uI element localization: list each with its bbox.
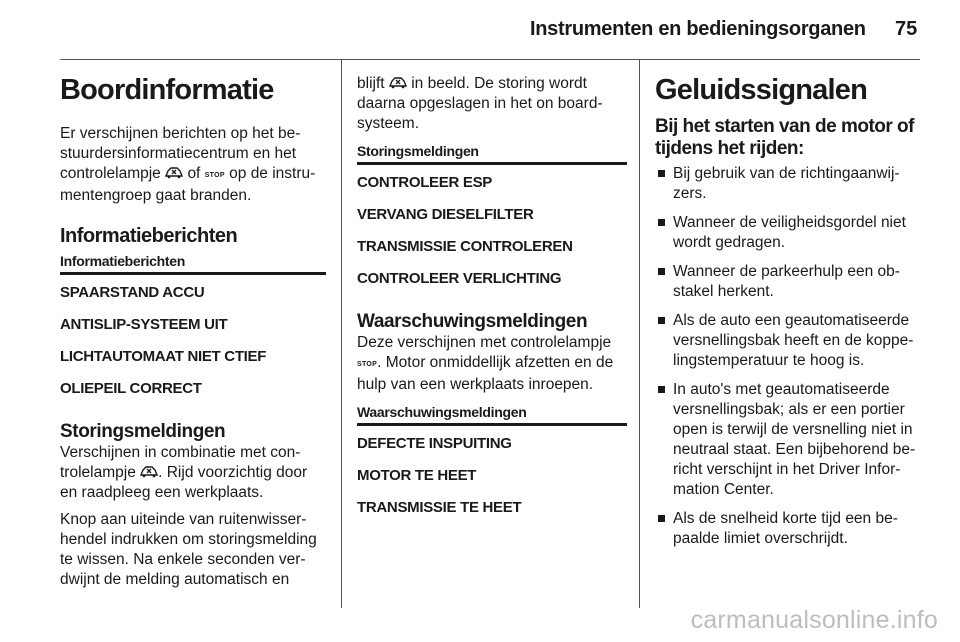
footer-watermark: carmanualsonline.info — [690, 606, 938, 634]
column-divider-2 — [639, 60, 640, 608]
header-divider — [60, 59, 920, 60]
column-3 — [655, 74, 923, 558]
fault-table-rule — [357, 162, 627, 165]
fault-message-list — [357, 174, 627, 288]
fault-heading: Storingsmeldingen — [60, 421, 226, 442]
fault-table-caption: Storingsmeldingen — [357, 143, 479, 159]
list-item: TRANSMISSIE TE HEET — [357, 499, 522, 516]
list-item: Als de snelheid korte tijd een be-paalde limiet overschrijdt. — [655, 509, 923, 549]
section-title: Boordinformatie — [60, 74, 274, 106]
list-item: Bij gebruik van de richtingaanwij-zers. — [655, 164, 923, 204]
list-item: MOTOR TE HEET — [357, 467, 477, 484]
sound-signals-list — [655, 164, 923, 549]
list-item: DEFECTE INSPUITING — [357, 435, 512, 452]
list-item: SPAARSTAND ACCU — [60, 284, 205, 301]
header-title: Instrumenten en bedieningsorganen — [530, 18, 866, 40]
warning-table — [357, 403, 627, 517]
intro-paragraph: Er verschijnen berichten op het be-stuurdersinformatiecentrum en het controlelampje of STOP op de instru-mentengroep gaat branden. — [60, 125, 316, 204]
fault-paragraph-1: Verschijnen in combinatie met con-trolelampje . Rijd voorzichtig door en raadpleeg een werkplaats. — [60, 444, 308, 501]
list-item: CONTROLEER VERLICHTING — [357, 270, 562, 287]
page-header — [0, 0, 960, 60]
warning-heading: Waarschuwingsmeldingen — [357, 311, 588, 332]
warning-paragraph: Deze verschijnen met controlelampje STOP. Motor onmiddellijk afzetten en de hulp van een werkplaats inroepen. — [357, 334, 614, 393]
car-warning-icon — [165, 166, 183, 179]
info-table-caption: Informatieberichten — [60, 253, 185, 269]
list-item: Als de auto een geautomatiseerde versnellingsbak heeft en de koppe-lingstemperatuur te hoog is. — [655, 311, 923, 371]
fault-table — [357, 142, 627, 288]
info-table-rule — [60, 272, 326, 275]
info-table — [60, 252, 326, 398]
column-divider-1 — [341, 60, 342, 608]
list-item: Wanneer de parkeerhulp een ob-stakel herkent. — [655, 262, 923, 302]
fault-paragraph-2: Knop aan uiteinde van ruitenwisser-hendel indrukken om storingsmelding te wissen. Na enkele seconden ver-dwijnt de melding automatisch en — [60, 511, 317, 588]
list-item: OLIEPEIL CORRECT — [60, 380, 202, 397]
sound-signals-title: Geluidssignalen — [655, 74, 867, 106]
column-1 — [60, 70, 326, 590]
sound-signals-subheading: Bij het starten van de motor of tijdens het rijden: — [655, 116, 914, 159]
list-item: Wanneer de veiligheidsgordel niet wordt gedragen. — [655, 213, 923, 253]
stop-icon: STOP — [357, 361, 378, 368]
car-warning-icon — [389, 76, 407, 89]
warning-table-rule — [357, 423, 627, 426]
list-item: LICHTAUTOMAAT NIET CTIEF — [60, 348, 267, 365]
warning-table-caption: Waarschuwingsmeldingen — [357, 404, 527, 420]
warning-message-list — [357, 435, 627, 517]
page-number: 75 — [895, 18, 918, 40]
stop-icon: STOP — [204, 172, 225, 179]
column-2 — [357, 74, 627, 517]
list-item: ANTISLIP-SYSTEEM UIT — [60, 316, 228, 333]
info-message-list — [60, 284, 326, 398]
list-item: In auto's met geautomatiseerde versnellingsbak; als er een portier open is terwijl de versnelling niet in neutraal staat. Een bijbehorend be-richt verschijnt in het Driver Infor-mation Center. — [655, 380, 923, 500]
car-warning-icon — [140, 465, 158, 478]
info-heading: Informatieberichten — [60, 225, 238, 247]
list-item: CONTROLEER ESP — [357, 174, 492, 191]
list-item: TRANSMISSIE CONTROLEREN — [357, 238, 573, 255]
continued-paragraph: blijft in beeld. De storing wordt daarna opgeslagen in het on board-systeem. — [357, 75, 603, 132]
list-item: VERVANG DIESELFILTER — [357, 206, 534, 223]
